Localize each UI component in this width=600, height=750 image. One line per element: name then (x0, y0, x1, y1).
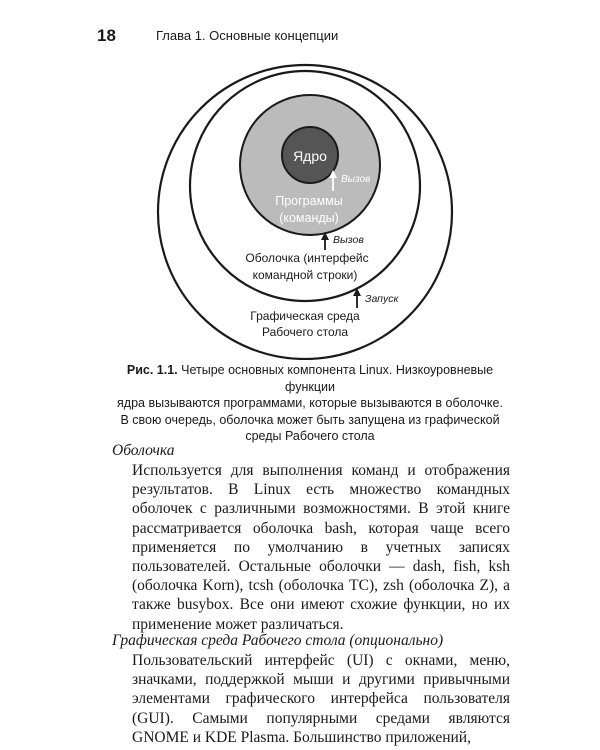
definition-desktop: Пользовательский интерфейс (UI) с окнами, меню, значками, поддержкой мыши и другими привычными элементами графического интерфейса пользователя (GUI). Самыми популярными средами являются GNOME и KDE Plasma. Большинство приложений, (132, 652, 510, 746)
page-number: 18 (97, 26, 116, 45)
running-head: Глава 1. Основные концепции (156, 28, 339, 43)
call-label-outer: Вызов (333, 234, 364, 246)
desktop-label-line2: Рабочего стола (261, 325, 349, 339)
caption-line-1 (110, 362, 510, 395)
definition-shell: Используется для выполнения команд и отображения результатов. В Linux есть множество командных оболочек с различными возможностями. В этой книге рассматривается оболочка bash, которая чаще всего применяется по умолчанию в учетных записях пользователей. Остальные оболочки — dash, fish, ksh (оболочка Korn), tcsh (оболочка TC), zsh (оболочка Z), а также busybox. Все они имеют схожие функции, но их применение может различаться. (132, 462, 510, 633)
caption-line-2: ядра вызываются программами, которые вызываются в оболочке. (117, 396, 503, 410)
figure-caption (110, 362, 510, 445)
programs-label-line1: Программы (275, 194, 343, 208)
launch-label: Запуск (365, 293, 399, 305)
programs-label-line2: (команды) (279, 211, 339, 225)
concentric-diagram (0, 0, 600, 360)
caption-line-3: В свою очередь, оболочка может быть запущена из графической (120, 412, 500, 427)
figure-diagram (0, 0, 600, 360)
call-label-inner: Вызов (341, 174, 371, 185)
term-desktop: Графическая среда Рабочего стола (опционально) (112, 632, 444, 649)
caption-line-4: среды Рабочего стола (245, 429, 375, 443)
shell-label-line1: Оболочка (интерфейс (245, 251, 369, 265)
desktop-label-line1: Графическая среда (250, 309, 360, 323)
figure-label: Рис. 1.1. (126, 363, 178, 377)
caption-text-1: Четыре основных компонента Linux. Низкоуровневые функции (181, 363, 494, 394)
kernel-label: Ядро (293, 148, 327, 164)
shell-label-line2: командной строки) (252, 268, 358, 282)
term-shell: Оболочка (112, 442, 175, 459)
